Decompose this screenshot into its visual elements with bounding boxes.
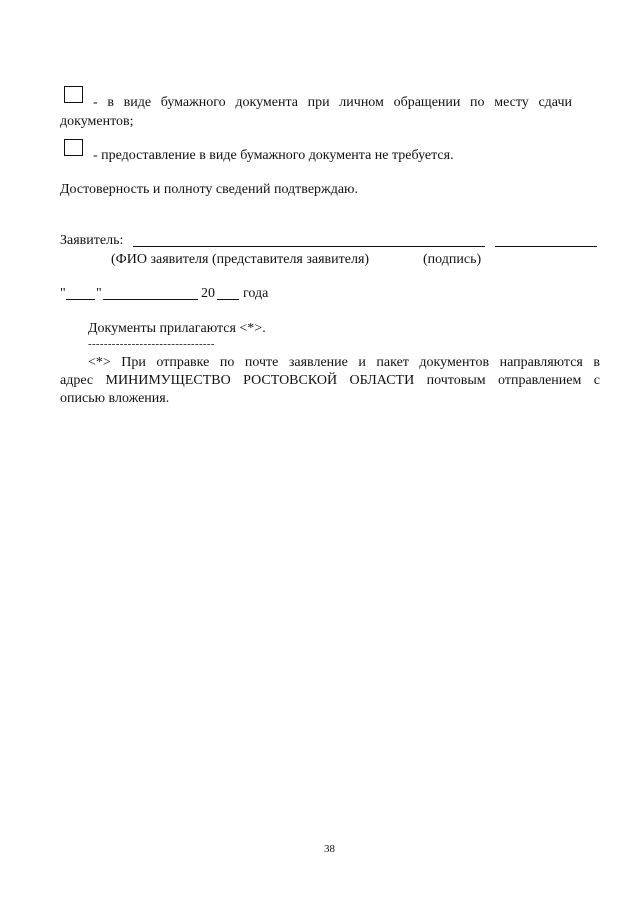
date-day-line[interactable]: [66, 299, 95, 300]
date-close-quote: ": [96, 286, 102, 301]
footnote-line3: описью вложения.: [60, 391, 170, 406]
applicant-label: Заявитель:: [60, 233, 124, 248]
applicant-signature-line[interactable]: [495, 246, 597, 247]
date-month-line[interactable]: [103, 299, 198, 300]
option-paper-in-person-line2: документов;: [60, 114, 134, 129]
checkbox-paper-not-required[interactable]: [64, 139, 83, 156]
fio-caption: (ФИО заявителя (представителя заявителя): [111, 252, 370, 267]
date-open-quote: ": [60, 286, 66, 301]
footnote-line2: адрес МИНИМУЩЕСТВО РОСТОВСКОЙ ОБЛАСТИ почтовым отправлением с: [60, 373, 600, 388]
attachments-text: Документы прилагаются <*>.: [88, 321, 266, 336]
footnote-separator: --------------------------------: [88, 338, 215, 350]
date-year-prefix: 20: [201, 286, 215, 301]
option-paper-not-required-text: - предоставление в виде бумажного документа не требуется.: [93, 148, 454, 163]
checkbox-paper-in-person[interactable]: [64, 86, 83, 103]
applicant-fio-line[interactable]: [133, 246, 485, 247]
page-number: 38: [324, 843, 335, 855]
confirmation-text: Достоверность и полноту сведений подтверждаю.: [60, 182, 358, 197]
footnote-line1: <*> При отправке по почте заявление и пакет документов направляются в: [88, 355, 600, 370]
date-year-line[interactable]: [217, 299, 239, 300]
signature-caption: (подпись): [423, 252, 482, 267]
option-paper-in-person-line1: - в виде бумажного документа при личном обращении по месту сдачи: [93, 95, 572, 110]
date-year-suffix: года: [243, 286, 269, 301]
